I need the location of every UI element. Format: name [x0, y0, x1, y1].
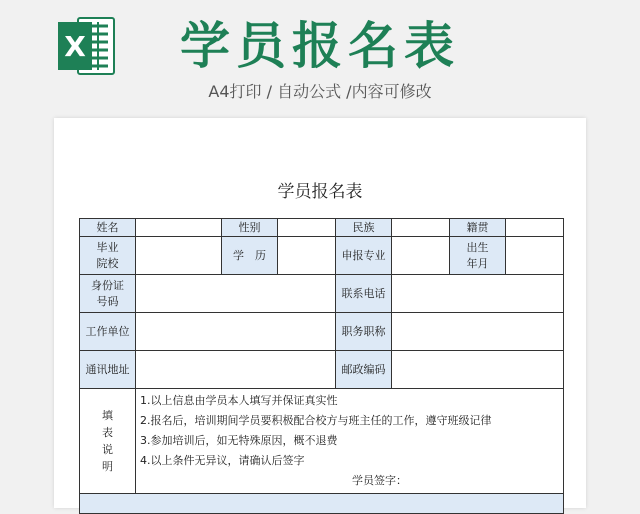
table-row — [80, 219, 564, 237]
label-phone: 联系电话 — [336, 275, 392, 313]
label-notes-char: 说 — [102, 443, 113, 456]
label-birth — [450, 237, 506, 275]
address-input-cell[interactable] — [136, 351, 336, 389]
form-title: 学员报名表 — [277, 182, 363, 202]
major-input-cell[interactable] — [392, 237, 450, 275]
banner — [0, 0, 640, 112]
label-birth-line2: 年月 — [466, 256, 489, 270]
page-title: 学员报名表 — [180, 17, 460, 75]
school-input-cell[interactable] — [136, 237, 222, 275]
note-line: 1.以上信息由学员本人填写并保证真实性 — [140, 394, 338, 407]
note-line: 2.报名后，培训期间学员要积极配合校方与班主任的工作，遵守班级记律 — [140, 414, 492, 427]
label-birth-line1: 出生 — [466, 240, 489, 254]
label-id-number — [80, 275, 136, 313]
position-input-cell[interactable] — [392, 313, 564, 351]
native-place-input-cell[interactable] — [506, 219, 564, 237]
gender-input-cell[interactable] — [278, 219, 336, 237]
registration-form-table — [79, 218, 564, 514]
label-school — [80, 237, 136, 275]
label-notes-char: 表 — [102, 426, 113, 439]
birth-input-cell[interactable] — [506, 237, 564, 275]
label-notes-char: 明 — [102, 460, 113, 473]
label-major: 申报专业 — [336, 237, 392, 275]
label-address: 通讯地址 — [80, 351, 136, 389]
table-row — [80, 351, 564, 389]
excel-logo-letter: X — [64, 30, 86, 63]
note-line: 4.以上条件无异议，请确认后签字 — [140, 454, 305, 467]
notes-cell — [136, 389, 564, 494]
phone-input-cell[interactable] — [392, 275, 564, 313]
table-row — [80, 313, 564, 351]
table-row — [80, 494, 564, 514]
label-gender: 性别 — [222, 219, 278, 237]
label-employer: 工作单位 — [80, 313, 136, 351]
label-id-line2: 号码 — [96, 294, 119, 308]
label-notes — [80, 389, 136, 494]
postcode-input-cell[interactable] — [392, 351, 564, 389]
excel-icon — [58, 14, 116, 78]
label-native-place: 籍贯 — [450, 219, 506, 237]
label-id-line1: 身份证 — [91, 278, 124, 292]
label-school-line2: 院校 — [96, 256, 119, 270]
label-postcode: 邮政编码 — [336, 351, 392, 389]
employer-input-cell[interactable] — [136, 313, 336, 351]
table-row — [80, 389, 564, 494]
table-row — [80, 237, 564, 275]
page-subtitle: A4打印 / 自动公式 /内容可修改 — [208, 82, 432, 101]
label-ethnicity: 民族 — [336, 219, 392, 237]
education-input-cell[interactable] — [278, 237, 336, 275]
table-row — [80, 275, 564, 313]
label-name: 姓名 — [80, 219, 136, 237]
label-school-line1: 毕业 — [96, 240, 119, 254]
label-education: 学 历 — [222, 237, 278, 275]
label-notes-char: 填 — [102, 409, 113, 422]
signature-label: 学员签字： — [352, 474, 407, 487]
ethnicity-input-cell[interactable] — [392, 219, 450, 237]
id-number-input-cell[interactable] — [136, 275, 336, 313]
bottom-shaded-row — [80, 494, 564, 514]
label-position: 职务职称 — [336, 313, 392, 351]
note-line: 3.参加培训后，如无特殊原因，概不退费 — [140, 434, 338, 447]
name-input-cell[interactable] — [136, 219, 222, 237]
paper-sheet — [54, 118, 586, 508]
